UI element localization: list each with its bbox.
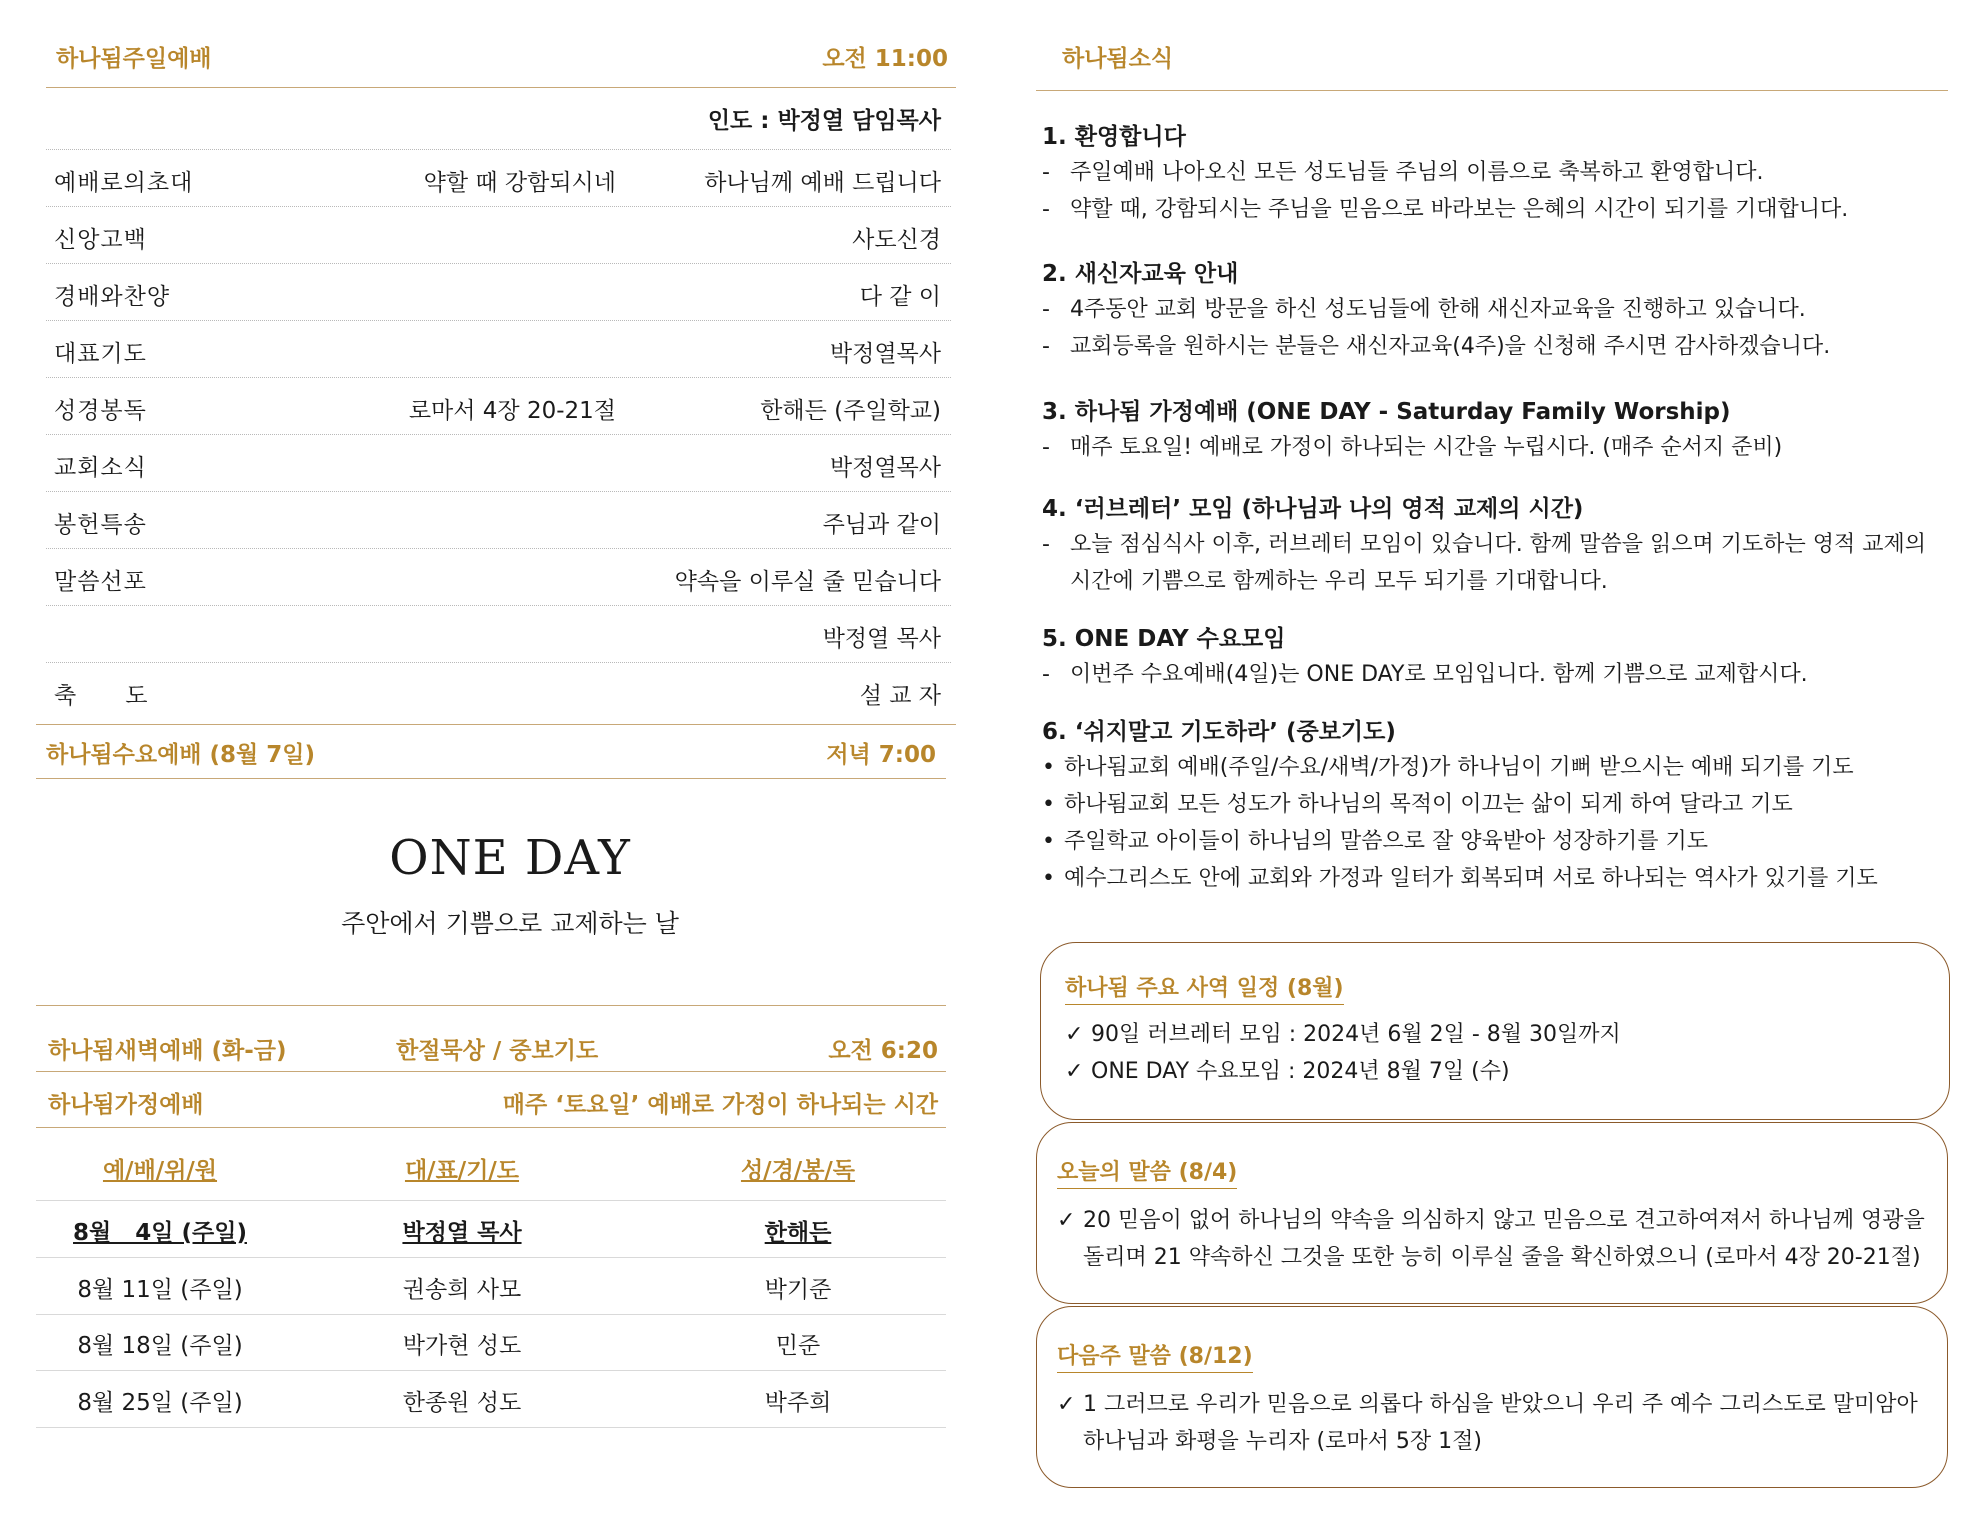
next-word-line-text: 하나님과 화평을 누리자 (로마서 5장 1절) (1083, 1429, 1482, 1454)
news-item-line (1042, 292, 1806, 323)
order-person: 박정열목사 (829, 455, 941, 481)
sunday-divider (46, 87, 956, 88)
order-row (46, 606, 951, 663)
order-person: 박정열 목사 (822, 626, 941, 652)
news-line-text: 주일예배 나아오신 모든 성도님들 주님의 이름으로 축복하고 환영합니다. (1070, 160, 1764, 185)
order-row (46, 378, 951, 435)
news-item-line (1042, 750, 1854, 781)
wednesday-service-time: 저녁 7:00 (826, 742, 936, 768)
order-row (46, 549, 951, 606)
duty-header-worship: 예/배/위/원 (102, 1158, 218, 1184)
news-item-line (1070, 564, 1608, 595)
duty-divider (36, 1200, 946, 1201)
order-item: 축 도 (54, 683, 149, 709)
news-item-title: 1. 환영합니다 (1042, 124, 1186, 150)
news-line-text: 주일학교 아이들이 하나님의 말씀으로 잘 양육받아 성장하기를 기도 (1064, 829, 1709, 854)
duty-reader: 한해든 (764, 1220, 832, 1246)
order-item: 성경봉독 (54, 398, 147, 424)
duty-prayer: 박정열 목사 (402, 1220, 522, 1246)
schedule-line-text: ONE DAY 수요모임 : 2024년 8월 7일 (수) (1091, 1059, 1510, 1084)
wednesday-service-title: 하나됨수요예배 (8월 7일) (46, 742, 316, 768)
order-person: 사도신경 (852, 227, 941, 253)
order-person: 주님과 같이 (822, 512, 941, 538)
news-line-text: 약할 때, 강함되시는 주님을 믿음으로 바라보는 은혜의 시간이 되기를 기대합니다. (1070, 197, 1849, 222)
duty-date: 8월 18일 (주일) (77, 1333, 243, 1359)
sunday-service-time: 오전 11:00 (822, 46, 948, 72)
news-line-text: 매주 토요일! 예배로 가정이 하나되는 시간을 누립시다. (매주 순서지 준비) (1070, 435, 1783, 460)
order-row (46, 435, 951, 492)
news-item-line (1042, 824, 1708, 855)
news-line-text: 이번주 수요예배(4일)는 ONE DAY로 모임입니다. 함께 기쁨으로 교제합시다. (1070, 662, 1808, 687)
family-service-desc: 매주 ‘토요일’ 예배로 가정이 하나되는 시간 (502, 1092, 938, 1118)
leader-row (46, 90, 951, 150)
oneday-title: ONE DAY (389, 830, 631, 886)
check-icon: ✓ (1057, 1392, 1076, 1417)
check-icon: ✓ (1065, 1022, 1084, 1047)
duty-header-prayer: 대/표/기/도 (404, 1158, 520, 1184)
duty-divider (36, 1314, 946, 1315)
news-item-title: 6. ‘쉬지말고 기도하라’ (중보기도) (1042, 719, 1396, 745)
duty-header-reading: 성/경/봉/독 (740, 1158, 856, 1184)
news-item-line (1042, 861, 1878, 892)
sunday-service-title: 하나됨주일예배 (56, 46, 212, 72)
family-service-title: 하나됨가정예배 (48, 1092, 204, 1118)
order-item: 교회소식 (54, 455, 147, 481)
order-row (46, 321, 951, 378)
today-word-line (1057, 1203, 1925, 1234)
news-line-text: 하나됨교회 예배(주일/수요/새벽/가정)가 하나님이 기뻐 받으시는 예배 되기를 기도 (1064, 755, 1854, 780)
dash-icon: - (1042, 160, 1050, 185)
oneday-subtitle: 주안에서 기쁨으로 교제하는 날 (341, 909, 679, 938)
order-detail: 약할 때 강함되시네 (423, 170, 616, 196)
duty-prayer: 권송희 사모 (402, 1277, 522, 1303)
schedule-line (1065, 1054, 1510, 1085)
news-item-title: 5. ONE DAY 수요모임 (1042, 626, 1286, 652)
news-item-line (1042, 329, 1830, 360)
dash-icon: - (1042, 197, 1050, 222)
order-row (46, 264, 951, 321)
order-row (46, 150, 951, 207)
bullet-icon: • (1042, 866, 1055, 891)
order-person: 한해든 (주일학교) (760, 398, 941, 424)
today-word-box (1036, 1122, 1948, 1304)
order-row (46, 492, 951, 549)
order-row (46, 663, 951, 720)
duty-prayer: 한종원 성도 (402, 1390, 522, 1416)
news-line-text: 하나됨교회 모든 성도가 하나님의 목적이 이끄는 삶이 되게 하여 달라고 기도 (1064, 792, 1793, 817)
schedule-box (1040, 942, 1950, 1120)
dash-icon: - (1042, 334, 1050, 359)
schedule-line (1065, 1017, 1621, 1048)
order-person: 다 같 이 (859, 284, 941, 310)
news-item-line (1042, 192, 1848, 223)
bullet-icon: • (1042, 829, 1055, 854)
news-item-title: 3. 하나됨 가정예배 (ONE DAY - Saturday Family Worship) (1042, 399, 1731, 425)
duty-reader: 민준 (775, 1333, 821, 1359)
next-word-box (1036, 1306, 1948, 1488)
wednesday-top-divider (36, 724, 956, 725)
order-item: 경배와찬양 (54, 284, 171, 310)
check-icon: ✓ (1057, 1208, 1076, 1233)
news-item-title: 4. ‘러브레터’ 모임 (하나님과 나의 영적 교제의 시간) (1042, 496, 1584, 522)
today-word-line (1083, 1240, 1921, 1271)
schedule-line-text: 90일 러브레터 모임 : 2024년 6월 2일 - 8월 30일까지 (1091, 1022, 1621, 1047)
order-item: 신앙고백 (54, 227, 147, 253)
news-line-text: 예수그리스도 안에 교회와 가정과 일터가 회복되며 서로 하나되는 역사가 있기를 기도 (1064, 866, 1878, 891)
duty-divider (36, 1257, 946, 1258)
dawn-service-title: 하나됨새벽예배 (화-금) (48, 1038, 287, 1064)
dawn-top-divider (36, 1005, 946, 1006)
bullet-icon: • (1042, 792, 1055, 817)
news-item-line (1042, 430, 1782, 461)
order-row (46, 207, 951, 264)
duty-prayer: 박가현 성도 (402, 1333, 522, 1359)
check-icon: ✓ (1065, 1059, 1084, 1084)
order-person: 설 교 자 (859, 683, 941, 709)
dawn-service-time: 오전 6:20 (828, 1038, 938, 1064)
order-person: 하나님께 예배 드립니다 (704, 170, 941, 196)
order-detail: 로마서 4장 20-21절 (408, 398, 616, 424)
order-item: 봉헌특송 (54, 512, 147, 538)
news-line-text: 4주동안 교회 방문을 하신 성도님들에 한해 새신자교육을 진행하고 있습니다. (1070, 297, 1806, 322)
news-item-line (1042, 527, 1926, 558)
service-leader: 인도 : 박정열 담임목사 (707, 108, 941, 134)
next-word-line (1083, 1424, 1482, 1455)
order-person: 박정열목사 (829, 341, 941, 367)
duty-date: 8월 11일 (주일) (77, 1277, 243, 1303)
duty-date: 8월 25일 (주일) (77, 1390, 243, 1416)
bullet-icon: • (1042, 755, 1055, 780)
next-word-line-text: 1 그러므로 우리가 믿음으로 의롭다 하심을 받았으니 우리 주 예수 그리스도로 말미암아 (1083, 1392, 1918, 1417)
news-item-line (1042, 787, 1793, 818)
news-item-line (1042, 657, 1808, 688)
order-item: 예배로의초대 (54, 170, 194, 196)
dawn-service-middle: 한절묵상 / 중보기도 (396, 1038, 599, 1064)
today-word-title: 오늘의 말씀 (8/4) (1057, 1155, 1237, 1189)
next-word-title: 다음주 말씀 (8/12) (1057, 1339, 1253, 1373)
news-title: 하나됨소식 (1062, 46, 1174, 72)
news-line-text: 교회등록을 원하시는 분들은 새신자교육(4주)을 신청해 주시면 감사하겠습니다. (1070, 334, 1831, 359)
wednesday-bottom-divider (36, 778, 946, 779)
today-word-line-text: 돌리며 21 약속하신 그것을 또한 능히 이루실 줄을 확신하였으니 (로마서 4장 20-21절) (1083, 1245, 1921, 1270)
dash-icon: - (1042, 662, 1050, 687)
dash-icon: - (1042, 297, 1050, 322)
news-line-text: 오늘 점심식사 이후, 러브레터 모임이 있습니다. 함께 말씀을 읽으며 기도하는 영적 교제의 (1070, 532, 1926, 557)
schedule-title: 하나됨 주요 사역 일정 (8월) (1065, 971, 1344, 1005)
news-item-title: 2. 새신자교육 안내 (1042, 261, 1239, 287)
order-item: 말씀선포 (54, 569, 147, 595)
news-line-text: 시간에 기쁨으로 함께하는 우리 모두 되기를 기대합니다. (1070, 569, 1608, 594)
duty-divider (36, 1427, 946, 1428)
family-bottom-divider (36, 1127, 946, 1128)
dash-icon: - (1042, 435, 1050, 460)
dawn-bottom-divider (36, 1071, 946, 1072)
duty-date: 8월 4일 (주일) (73, 1220, 247, 1246)
order-item: 대표기도 (54, 341, 147, 367)
duty-reader: 박주희 (764, 1390, 832, 1416)
today-word-line-text: 20 믿음이 없어 하나님의 약속을 의심하지 않고 믿음으로 견고하여져서 하나님께 영광을 (1083, 1208, 1925, 1233)
news-item-line (1042, 155, 1764, 186)
duty-divider (36, 1370, 946, 1371)
order-person: 약속을 이루실 줄 믿습니다 (674, 569, 941, 595)
next-word-line (1057, 1387, 1918, 1418)
dash-icon: - (1042, 532, 1050, 557)
duty-reader: 박기준 (764, 1277, 832, 1303)
news-divider (1036, 90, 1948, 91)
